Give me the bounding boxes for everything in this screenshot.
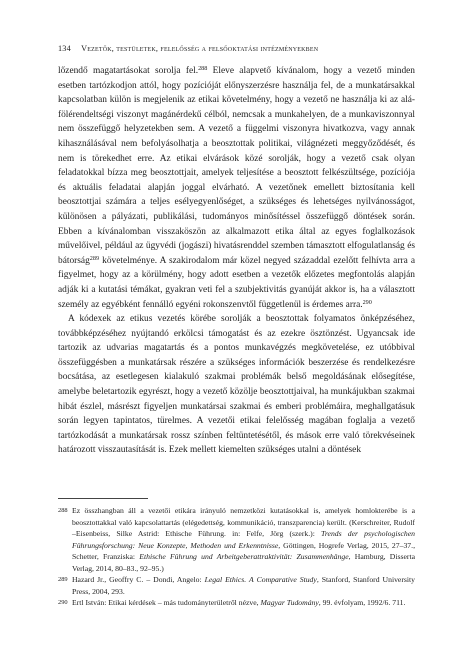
footnote-ref-288[interactable]: 288 [198,65,208,72]
footnote-number: 289 [58,576,68,583]
running-title: Vezetők, testületek, felelősség a felsőoktatási intézményekben [81,44,319,53]
footnotes [58,505,415,609]
footnote-288: 288 Ez összhangban áll a vezetői etikára irányuló nemzetközi kutatásokkal is, amelyek homlokterébe is a beosztottakkal való kapcsolattartás (elégedettség, kommunikáció, transzparencia) került. (Kerschreiter, Rudolf –Eisenbeiss, Silke Astrid: Ethische Führung. in: Felfe, Jörg (szerk.): Trends der psychologischen Führungsforschung: Neue Konzepte, Methoden und Erkenntnisse, Göttingen, Hogrefe Verlag, 2015, 27–37., Schetter, Franziska: Ethische Führung und Arbeitgeberattraktivität: Zusammenhänge, Hamburg, Disserta Verlag, 2014, 80–83., 92–95.) [58,506,416,573]
body-text [58,64,415,458]
page-number: 134 [58,44,71,53]
footnote-289: 289 Hazard Jr., Geoffry C. – Dondi, Angelo: Legal Ethics. A Comparative Study, Stanford, Stanford University Press, 2004, 293. [58,575,415,596]
footnote-ref-289[interactable]: 289 [89,254,100,262]
footnote-290: 290 Ertl István: Etikai kérdések – más tudományterületről nézve, Magyar Tudomány, 99. évfolyam, 1992/6. 711. [58,598,406,607]
paragraph-2: A kódexek az etikus vezetés körébe sorolják a beosztottak folyamatos önképzéséhez, továbbképzéséhez nyújtandó erkölcsi támogatást és az ezekre ösztönzést. Ugyancsak ide tartozik az udvarias magatartás és a pontos munkavégzés megkövetelése, ez utóbbival összefüggésben a munkatársak részére a szükséges információk beszerzése és rendelkezésre bocsátása, az esetlegesen kialakuló szakmai problémák belső megoldásának elősegítése, amelybe beletartozik egyrészt, hogy a vezető közölje beosztottjaival, ha munkájukban szakmai hibát észlel, másrészt figyeljen munkatársai szakmai és emberi problémáira, meghallgatásuk során legyen tapintatos, türelmes. A vezetői etikai felelősség magában foglalja a vezető tartózkodását a munkatársak rossz színben feltüntetésétől, és mások erre való törekvéseinek határozott visszautasítását is. Ezek mellett kiemelten szükséges utalni a döntések [58,314,415,456]
footnote-divider [58,498,148,499]
footnote-ref-290[interactable]: 290 [362,298,372,306]
footnote-number: 290 [58,599,68,606]
paragraph-1: lőzendő magatartásokat sorolja fel.$^{288}$ Eleve alapvető kívánalom, hogy a vezető minden esetben tartózkodjon attól, hogy pozícióját előnyszerzésre használja fel, de a munkatársakkal kapcsolatban külön is megjelenik az etikai követelmény, hogy a vezető ne használja ki az alá-fölérendeltségi viszonyt magánérdekű célból, nemcsak a munkahelyen, de a munkaviszonnyal nem összefüggő helyzetekben sem. A vezető a függelmi viszonyra hivatkozva, vagy annak kihasználásával nem befolyásolhatja a beosztottak politikai, világnézeti meggyőződését, és nem is törekedhet erre. Az etikai elvárások közé sorolják, hogy a vezető csak olyan feladatokkal bízza meg beosztottjait, amelyek teljesítése a beosztott felkészültsége, pozíciója és aktuális feladatai alapján joggal elvárható. A vezetőnek emellett biztosítania kell beosztottjai számára a teljes esélyegyenlőséget, a szükséges és lehetséges nyilvánosságot, különösen a pályázati, publikálási, tudományos minősítéssel összefüggő döntések során. Ebben a kívánalomban visszaköszön az alkalmazott etika által az egyes foglalkozások művelőivel, például az ügyvédi (jogászi) hivatásrenddel szemben támasztott elfogulatlanság és bátorság$^{289}$ követelménye. A szakirodalom már közel negyed századdal ezelőtt felhívta arra a figyelmet, hogy az a körülmény, hogy adott esetben a vezetők előzetes megfontolás alapján adják ki a kutatási témákat, gyakran veti fel a szubjektivitás gyanúját akkor is, ha a választott személy az egyébként fennálló egyéni rokonszenvtől függetlenül is érdemes arra.$^{290}$ [58,65,415,310]
footnote-number: 288 [58,507,68,514]
running-header [58,44,418,58]
